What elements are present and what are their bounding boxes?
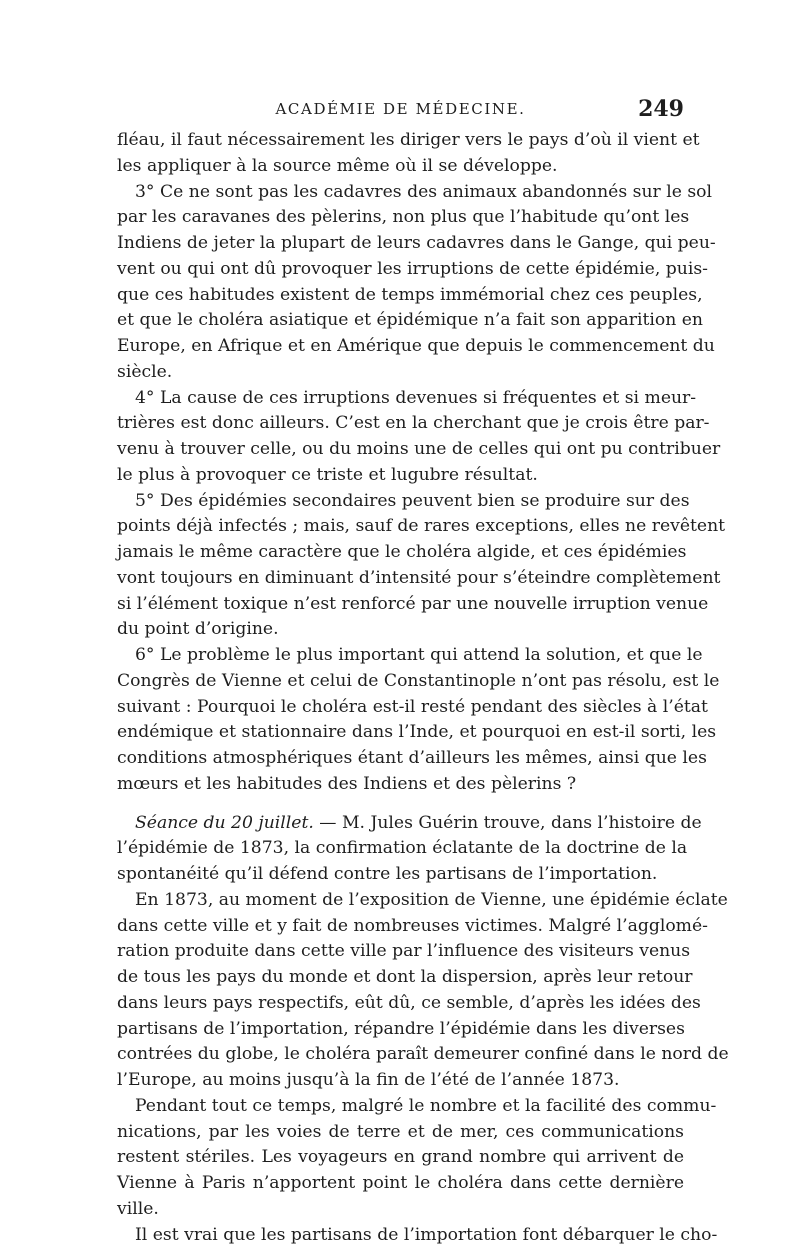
text-line: ville. — [117, 1197, 684, 1223]
text-line: Pendant tout ce temps, malgré le nombre et la facilité des commu- — [117, 1094, 684, 1120]
text-line: points déjà infectés ; mais, sauf de rares exceptions, elles ne revêtent — [117, 514, 684, 540]
text-line: Indiens de jeter la plupart de leurs cadavres dans le Gange, qui peu- — [117, 231, 684, 257]
text-line: siècle. — [117, 360, 684, 386]
text-line: que ces habitudes existent de temps immémorial chez ces peuples, — [117, 283, 684, 309]
text-line: restent stériles. Les voyageurs en grand nombre qui arrivent de — [117, 1145, 684, 1171]
text-line: contrées du globe, le choléra paraît demeurer confiné dans le nord de — [117, 1042, 684, 1068]
text-line: 6° Le problème le plus important qui attend la solution, et que le — [117, 643, 684, 669]
page-header — [117, 96, 684, 126]
body-text — [117, 128, 684, 1248]
page-number: 249 — [638, 96, 684, 122]
text-line: endémique et stationnaire dans l’Inde, et pourquoi en est-il sorti, les — [117, 720, 684, 746]
text-line: si l’élément toxique n’est renforcé par une nouvelle irruption venue — [117, 592, 684, 618]
text-line: ration produite dans cette ville par l’influence des visiteurs venus — [117, 939, 684, 965]
text-line: le plus à provoquer ce triste et lugubre résultat. — [117, 463, 684, 489]
text-line: Il est vrai que les partisans de l’importation font débarquer le cho- — [117, 1223, 684, 1248]
text-line: spontanéité qu’il défend contre les partisans de l’importation. — [117, 862, 684, 888]
text-line: Vienne à Paris n’apportent point le choléra dans cette dernière — [117, 1171, 684, 1197]
text-line: jamais le même caractère que le choléra algide, et ces épidémies — [117, 540, 684, 566]
text-line: partisans de l’importation, répandre l’épidémie dans les diverses — [117, 1017, 684, 1043]
text-line: trières est donc ailleurs. C’est en la cherchant que je crois être par- — [117, 411, 684, 437]
text-line: par les caravanes des pèlerins, non plus que l’habitude qu’ont les — [117, 205, 684, 231]
text-line: venu à trouver celle, ou du moins une de celles qui ont pu contribuer — [117, 437, 684, 463]
text-line: En 1873, au moment de l’exposition de Vienne, une épidémie éclate — [117, 888, 684, 914]
text-line: 4° La cause de ces irruptions devenues si fréquentes et si meur- — [117, 386, 684, 412]
section-gap — [117, 798, 684, 811]
text-line: 3° Ce ne sont pas les cadavres des animaux abandonnés sur le sol — [117, 180, 684, 206]
text-line: 5° Des épidémies secondaires peuvent bien se produire sur des — [117, 489, 684, 515]
text-line: de tous les pays du monde et dont la dispersion, après leur retour — [117, 965, 684, 991]
text-line: Congrès de Vienne et celui de Constantinople n’ont pas résolu, est le — [117, 669, 684, 695]
text-line: dans cette ville et y fait de nombreuses victimes. Malgré l’agglomé- — [117, 914, 684, 940]
seance-heading-line — [117, 811, 684, 837]
text-line: mœurs et les habitudes des Indiens et des pèlerins ? — [117, 772, 684, 798]
text-line: vont toujours en diminuant d’intensité pour s’éteindre complètement — [117, 566, 684, 592]
text-line: fléau, il faut nécessairement les diriger vers le pays d’où il vient et — [117, 128, 684, 154]
text-line: conditions atmosphériques étant d’ailleurs les mêmes, ainsi que les — [117, 746, 684, 772]
text-line: et que le choléra asiatique et épidémique n’a fait son apparition en — [117, 308, 684, 334]
text-line: nications, par les voies de terre et de mer, ces communications — [117, 1120, 684, 1146]
text-line: les appliquer à la source même où il se développe. — [117, 154, 684, 180]
text-line: du point d’origine. — [117, 617, 684, 643]
text-line: Europe, en Afrique et en Amérique que depuis le commencement du — [117, 334, 684, 360]
text-line: vent ou qui ont dû provoquer les irruptions de cette épidémie, puis- — [117, 257, 684, 283]
seance-intro: — M. Jules Guérin trouve, dans l’histoire de — [314, 813, 702, 833]
text-line: suivant : Pourquoi le choléra est-il resté pendant des siècles à l’état — [117, 695, 684, 721]
text-line: dans leurs pays respectifs, eût dû, ce semble, d’après les idées des — [117, 991, 684, 1017]
seance-date: Séance du 20 juillet. — [135, 813, 314, 833]
text-line: l’épidémie de 1873, la confirmation éclatante de la doctrine de la — [117, 836, 684, 862]
text-line: l’Europe, au moins jusqu’à la fin de l’été de l’année 1873. — [117, 1068, 684, 1094]
running-title: ACADÉMIE DE MÉDECINE. — [117, 100, 684, 118]
